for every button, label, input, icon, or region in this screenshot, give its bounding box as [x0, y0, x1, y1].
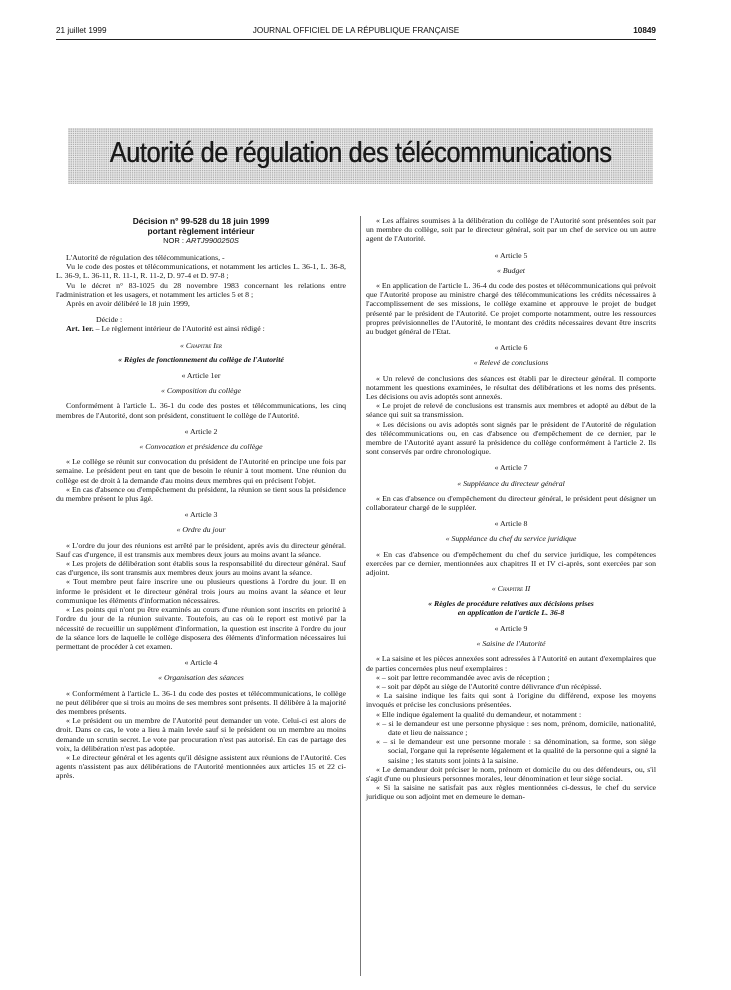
chapter-title-continued: en application de l'article L. 36-8 [457, 607, 565, 617]
article-heading: « Article 6 [494, 343, 528, 353]
article-heading: « Article 3 [184, 510, 218, 520]
body-paragraph: « Les décisions ou avis adoptés sont signés par le président de l'Autorité de régulation des télécommunications ou, en cas d'absence ou d'empêchement de ce dernier, par le membre de l'Autorité ayant assuré la présidence du collège conformément à l'article 2. Ils sont conservés par ordre chronologique. [366, 419, 656, 457]
visa-paragraph: Après en avoir délibéré le 18 juin 1999, [66, 299, 190, 309]
article-1-text: – Le règlement intérieur de l'Autorité est ainsi rédigé : [93, 324, 265, 334]
list-item: « – si le demandeur est une personne physique : ses nom, prénom, domicile, nationalité, date et lieu de naissance ; [376, 718, 656, 737]
body-paragraph: « En cas d'absence ou d'empêchement du chef du service juridique, les compétences exercées par ce dernier, mentionnées aux chapitres II et IV ci-après, sont exercées par son adjoint. [366, 549, 656, 578]
body-paragraph: « L'ordre du jour des réunions est arrêté par le président, après avis du directeur général. Sauf cas d'urgence, il est transmis aux membres deux jours au moins avant la séance. [56, 540, 346, 559]
body-paragraph: « En application de l'article L. 36-4 du code des postes et télécommunications qui prévoit que l'Autorité propose au ministre chargé des télécommunications les crédits nécessaires à l'accomplissement de ses missions, le collège examine et approuve le projet de budget présenté par le président de l'Autorité. Ce projet comporte notamment, outre les ressources propres prévisionnelles de l'Autorité, le montant des crédits nécessaires devant être inscrits au budget général de l'Etat. [366, 281, 656, 337]
body-paragraph: « En cas d'absence ou d'empêchement du président, la réunion se tient sous la présidence du membre présent le plus âgé. [56, 484, 346, 504]
article-title: « Budget [497, 265, 525, 275]
article-title: « Saisine de l'Autorité [476, 639, 546, 649]
visa-paragraph: Vu le décret n° 83-1025 du 28 novembre 1983 concernant les relations entre l'administration et les usagers, et notamment les articles 5 et 8 ; [56, 280, 346, 299]
article-1-lead: Art. 1er. [66, 324, 94, 334]
body-paragraph: « Les affaires soumises à la délibération du collège de l'Autorité sont présentées soit par un membre du collège, soit par le directeur général, soit par un chef de service ou un autre agent de l'Autorité. [366, 216, 656, 244]
body-paragraph: « Si la saisine ne satisfait pas aux règles mentionnées ci-dessus, le chef du service juridique ou son adjoint met en demeure le deman- [366, 783, 656, 802]
chapter-title: « Règles de procédure relatives aux décisions prises [428, 598, 594, 608]
right-column [366, 216, 656, 802]
decision-title: Décision n° 99-528 du 18 juin 1999 [132, 216, 270, 226]
body-paragraph: « La saisine et les pièces annexées sont adressées à l'Autorité en autant d'exemplaires que de parties concernées plus neuf exemplaires : [366, 654, 656, 673]
article-heading: « Article 7 [494, 463, 528, 473]
chapter-heading: « Chapitre II [491, 584, 531, 594]
article-heading: « Article 9 [494, 623, 528, 633]
list-item: « – soit par lettre recommandée avec avis de réception ; [376, 672, 550, 682]
article-heading: « Article 8 [494, 519, 528, 529]
left-column [56, 216, 346, 781]
article-title: « Organisation des séances [158, 673, 244, 683]
section-banner-title: Autorité de régulation des télécommunications [109, 137, 612, 169]
nor-reference [56, 236, 346, 246]
body-paragraph: « Le projet de relevé de conclusions est transmis aux membres et adopté au début de la séance qui suit sa transmission. [366, 401, 656, 420]
header-date: 21 juillet 1999 [56, 26, 107, 35]
article-heading: « Article 5 [494, 250, 528, 260]
list-item: « – si le demandeur est une personne morale : sa dénomination, sa forme, son siège social, l'organe qui la représente légalement et la qualité de la personne qui a signé la saisine ; les statuts sont joints à la saisine. [376, 737, 656, 765]
body-paragraph: « Le directeur général et les agents qu'il désigne assistent aux réunions de l'Autorité. Ces agents n'assistent pas aux délibérations de l'Autorité mentionnées aux articles 15 et 22 ci-après. [56, 752, 346, 781]
body-paragraph: « Le collège se réunit sur convocation du président de l'Autorité en principe une fois par semaine. Le président peut en tant que de besoin le réunir à tout moment. Une réunion du collège est de droit à la demande d'au moins deux membres qui en précisent l'objet. [56, 457, 346, 485]
article-heading: « Article 1er [181, 371, 221, 381]
article-heading: « Article 4 [184, 658, 218, 668]
nor-label: NOR : [163, 236, 184, 245]
body-paragraph: « Les points qui n'ont pu être examinés au cours d'une réunion sont inscrits en priorité à l'ordre du jour de la réunion suivante. Toutefois, au cas où le report est motivé par la nécessité de recueillir un supplément d'information, la question est inscrite à l'ordre du jour de la séance lors de laquelle le collège disposera des éléments d'information nécessaires lui permettant de procéder à cet examen. [56, 605, 346, 651]
body-paragraph: « Un relevé de conclusions des séances est établi par le directeur général. Il comporte notamment les questions examinées, le résultat des délibérations et les noms des présents. Les décisions ou avis adoptés sont annexés. [366, 373, 656, 402]
decision-subtitle: portant règlement intérieur [147, 226, 255, 236]
body-paragraph: « Le demandeur doit préciser le nom, prénom et domicile du ou des défendeurs, ou, s'il s'agit d'une ou plusieurs personnes morales, leur dénomination et leur siège social. [366, 764, 656, 783]
article-1-intro [56, 324, 346, 333]
article-title: « Composition du collège [161, 386, 241, 396]
body-paragraph: Conformément à l'article L. 36-1 du code des postes et télécommunications, les cinq membres de l'Autorité, dont son président, constituent le collège de l'Autorité. [56, 401, 346, 420]
visa-paragraph: L'Autorité de régulation des télécommunications, - [66, 253, 225, 262]
body-paragraph: « Le président ou un membre de l'Autorité peut demander un vote. Celui-ci est alors de droit. Dans ce cas, le vote a lieu à main levée sauf si le président ou un membre au moins demande un scrutin secret. Le vote par procuration n'est pas autorisé. En cas de partage des voix, la délibération n'est pas adoptée. [56, 716, 346, 753]
article-heading: « Article 2 [184, 426, 218, 436]
nor-code: ARTJ9900250S [186, 236, 239, 245]
body-paragraph: « En cas d'absence ou d'empêchement du directeur général, le président peut désigner un collaborateur chargé de le suppléer. [366, 493, 656, 513]
article-title: « Suppléance du chef du service juridique [445, 534, 577, 544]
body-paragraph: « Conformément à l'article L. 36-1 du code des postes et télécommunications, le collège ne peut délibérer que si trois au moins de ses membres sont présents. Il délibère à la majorité des membres présents. [56, 688, 346, 716]
body-paragraph: « Elle indique également la qualité du demandeur, et notamment : [376, 709, 582, 719]
header-rule [56, 39, 656, 40]
body-paragraph: « Les projets de délibération sont établis sous la responsabilité du directeur général. Sauf cas d'urgence, ils sont transmis aux membres deux jours au moins avant la séance. [56, 559, 346, 578]
article-title: « Suppléance du directeur général [457, 478, 565, 488]
chapter-heading: « Chapitre Ier [180, 340, 222, 350]
header-page-number: 10849 [633, 26, 656, 35]
visa-paragraph: Vu le code des postes et télécommunications, et notamment les articles L. 36-1, L. 36-8, L. 36-9, L. 36-11, R. 11-1, R. 11-2, D. 97-4 et D. 97-8 ; [56, 262, 346, 281]
article-title: « Relevé de conclusions [473, 358, 549, 368]
list-item: « – soit par dépôt au siège de l'Autorité contre délivrance d'un récépissé. [376, 681, 602, 691]
chapter-title: « Règles de fonctionnement du collège de l'Autorité [118, 354, 284, 364]
decide-line: Décide : [96, 315, 123, 325]
header-journal-title: JOURNAL OFFICIEL DE LA RÉPUBLIQUE FRANÇAISE [252, 26, 460, 35]
article-title: « Convocation et présidence du collège [139, 442, 263, 452]
article-title: « Ordre du jour [176, 525, 226, 535]
body-paragraph: « Tout membre peut faire inscrire une ou plusieurs questions à l'ordre du jour. Il en informe le président et le directeur général trois jours au moins avant la séance et leur communique les éléments d'information nécessaires. [56, 577, 346, 605]
page-header [56, 26, 656, 38]
column-divider [360, 216, 361, 976]
body-paragraph: « La saisine indique les faits qui sont à l'origine du différend, expose les moyens invoqués et précise les conclusions présentées. [366, 691, 656, 710]
